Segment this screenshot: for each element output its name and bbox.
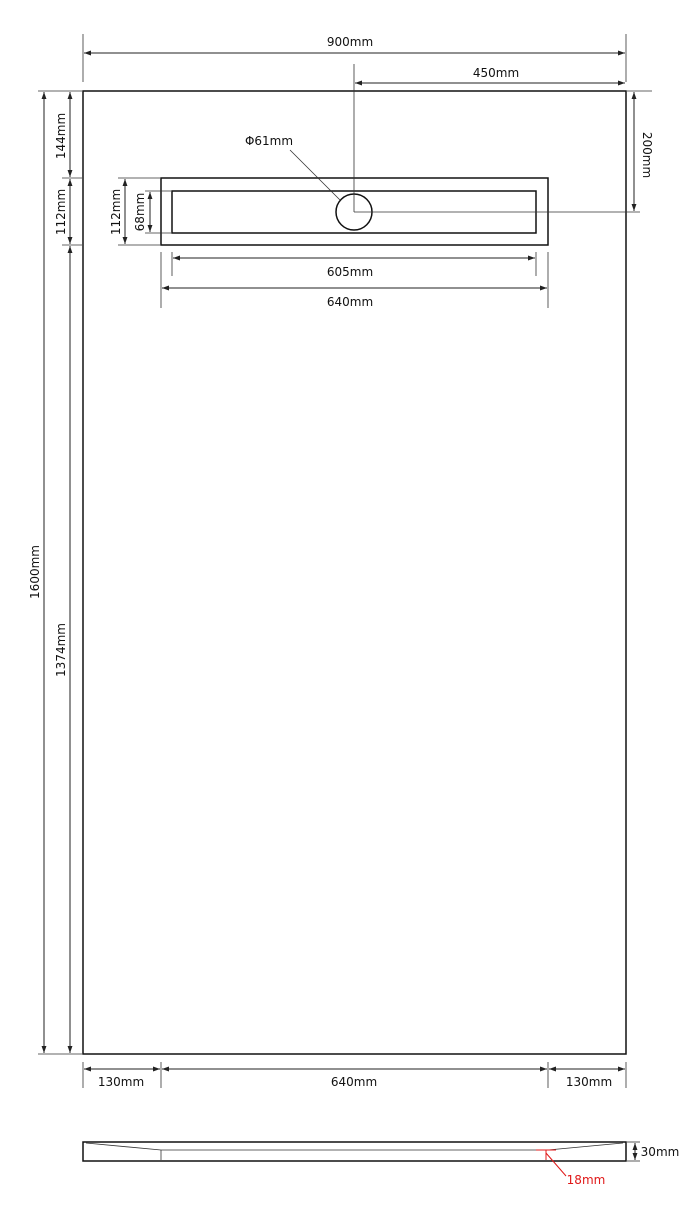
label-overall-width: 900mm	[326, 35, 374, 49]
label-bottom-left-margin: 130mm	[97, 1075, 145, 1089]
label-drain-center-offset: 450mm	[472, 66, 520, 80]
label-side-thickness: 30mm	[640, 1145, 680, 1159]
dim-bottom-row	[83, 1062, 626, 1089]
dim-overall-width	[83, 34, 626, 82]
label-channel-slot: 68mm	[133, 192, 147, 232]
dim-side-thickness	[627, 1142, 679, 1161]
label-top-margin: 144mm	[54, 112, 68, 160]
dim-drain-from-top	[627, 91, 654, 211]
side-profile	[83, 1142, 626, 1161]
label-drain-diameter: Φ61mm	[244, 134, 294, 148]
label-bottom-center-span: 640mm	[330, 1075, 378, 1089]
dim-channel-width-outer	[54, 179, 82, 245]
label-channel-outer-length: 640mm	[326, 295, 374, 309]
label-bottom-right-margin: 130mm	[565, 1075, 613, 1089]
label-channel-inner-length: 605mm	[326, 265, 374, 279]
label-drain-from-top: 200mm	[640, 131, 654, 179]
label-channel-width-inner: 112mm	[109, 188, 123, 236]
label-side-recess: 18mm	[566, 1173, 606, 1187]
label-remaining-length: 1374mm	[54, 623, 68, 677]
dim-remaining-length	[54, 246, 70, 1053]
label-channel-width-outer: 112mm	[54, 188, 68, 236]
label-overall-length: 1600mm	[28, 545, 42, 599]
dim-drain-center-offset	[355, 66, 625, 83]
dim-top-margin	[54, 92, 82, 178]
